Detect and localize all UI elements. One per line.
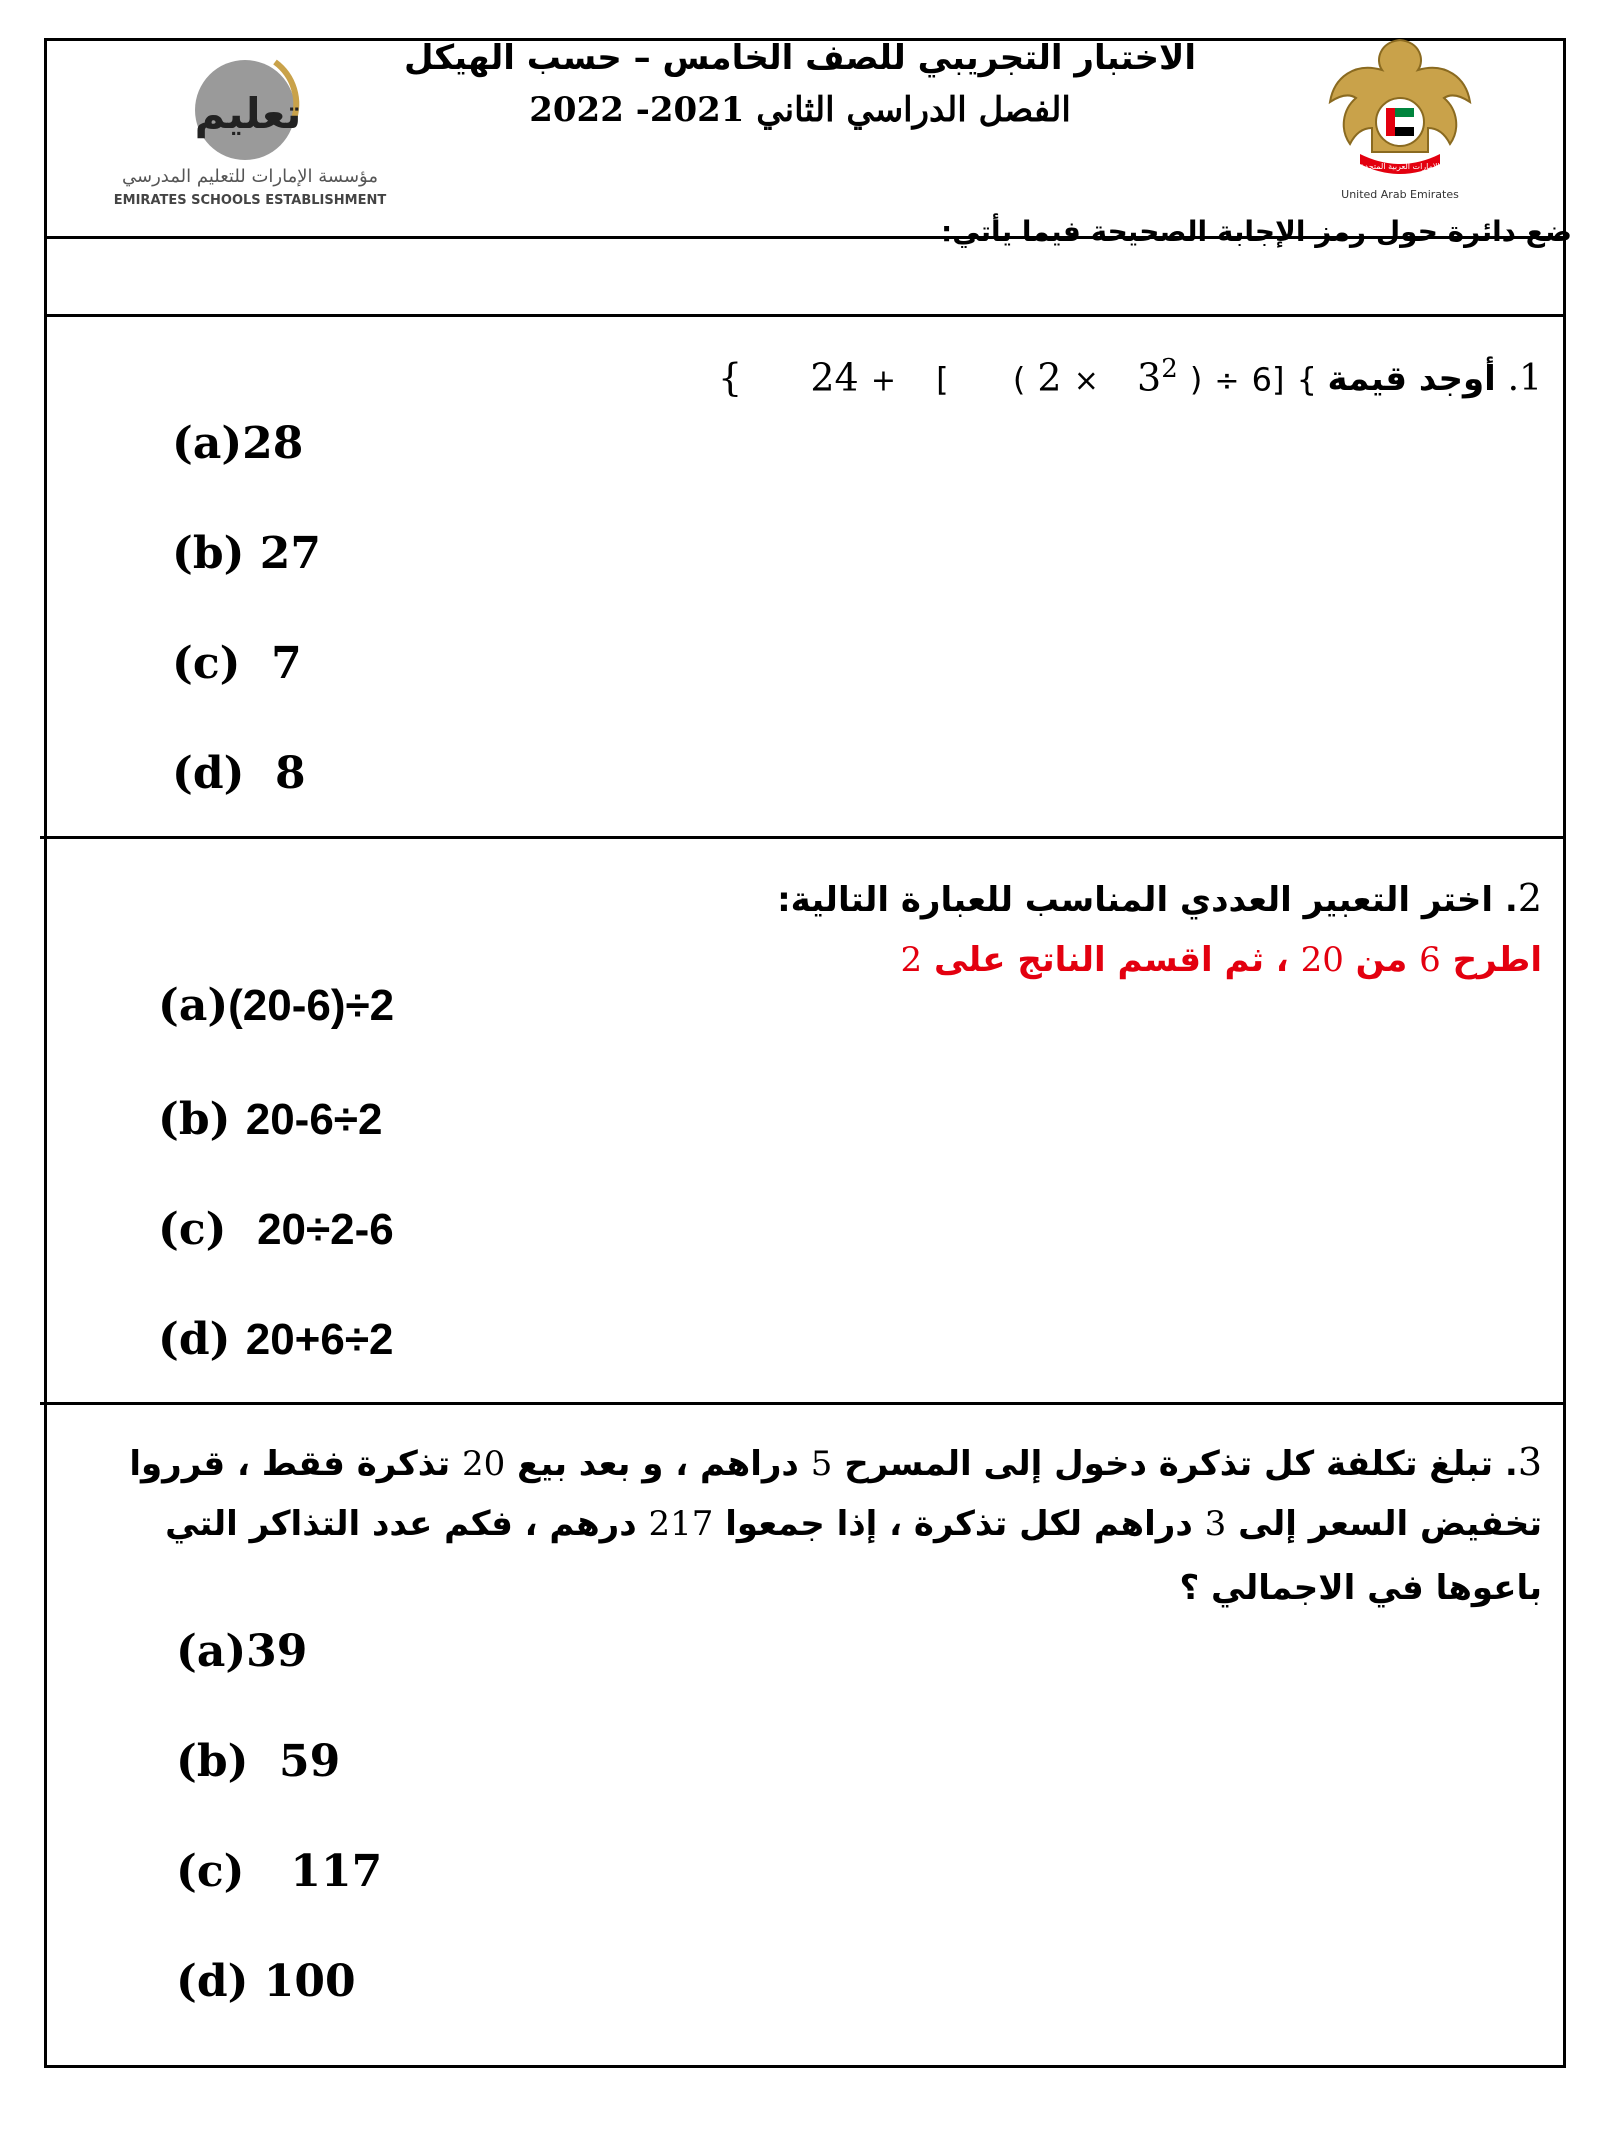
q3-option-d-label: (d)	[176, 1956, 249, 2007]
expr-paren-close: )	[1189, 360, 1203, 399]
q3-option-b[interactable]	[176, 1736, 340, 1787]
q2-option-d-label: (d)	[158, 1314, 231, 1365]
expr-times: ×	[1073, 363, 1099, 399]
expr-divide: ÷	[1214, 363, 1240, 399]
q3-option-a-value: 39	[246, 1626, 308, 1677]
q2-option-a-value: (20-6)÷2	[228, 981, 395, 1030]
question-2-stem	[777, 876, 1542, 920]
q1-option-c-value: 7	[271, 638, 302, 689]
q1-option-a-value: 28	[242, 418, 304, 469]
q3-option-c-label: (c)	[176, 1846, 245, 1897]
question-2-number: 2	[1517, 876, 1542, 920]
q3-option-a-label: (a)	[176, 1626, 247, 1677]
q1-option-b-value: 27	[259, 528, 321, 579]
q3-num-5: 5	[810, 1444, 833, 1484]
q2-option-d[interactable]	[158, 1314, 393, 1365]
q2-red-num-20: 20	[1300, 940, 1344, 980]
expr-plus-1: +	[870, 363, 896, 399]
q3-line1-part-3: تذكرة فقط ، قرروا	[129, 1444, 451, 1484]
q2-option-a[interactable]	[158, 980, 394, 1031]
q3-option-a[interactable]	[176, 1626, 307, 1677]
question-1-number: 1.	[1507, 358, 1542, 399]
q3-line1-part-1: . تبلغ تكلفة كل تذكرة دخول إلى المسرح	[844, 1444, 1518, 1484]
q2-red-num-6: 6	[1419, 940, 1441, 980]
q3-line2-part-1: تخفيض السعر إلى	[1238, 1504, 1542, 1544]
q3-line2-part-3: درهم ، فكم عدد التذاكر التي	[165, 1504, 637, 1544]
q2-option-c-value: 20÷2-6	[257, 1205, 394, 1254]
question-3-line-3: باعوها في الاجمالي ؟	[1179, 1568, 1542, 1608]
expr-6-bracket: 6]	[1251, 360, 1285, 399]
q1-option-d[interactable]	[172, 748, 306, 799]
q2-option-c[interactable]	[158, 1204, 394, 1255]
question-2-divider	[40, 1402, 1566, 1405]
q3-option-c-value: 117	[290, 1846, 383, 1897]
expr-paren-open: (	[1012, 360, 1026, 399]
question-2-statement	[901, 940, 1542, 980]
q3-num-20: 20	[461, 1444, 506, 1484]
q1-option-a[interactable]	[172, 418, 303, 469]
q3-num-217: 217	[648, 1504, 714, 1544]
q1-option-b-label: (b)	[172, 528, 245, 579]
q1-option-b[interactable]	[172, 528, 321, 579]
expr-3: 3	[1137, 355, 1162, 400]
question-2-text: . اختر التعبير العددي المناسب للعبارة التالية:	[777, 880, 1518, 920]
expr-bracket-open: [	[936, 360, 949, 399]
taaleem-english-name: EMIRATES SCHOOLS ESTABLISHMENT	[113, 193, 387, 208]
q3-line1-part-2: دراهم ، و بعد بيع	[517, 1444, 799, 1484]
expr-brace-open: {	[718, 355, 743, 400]
q2-red-part-1: اطرح	[1452, 940, 1542, 980]
q2-red-part-3: ، ثم اقسم الناتج على	[934, 940, 1289, 980]
question-1-stem	[1327, 358, 1542, 399]
question-3-line-1	[129, 1440, 1542, 1484]
expr-exponent: 2	[1161, 354, 1178, 384]
question-1-text: أوجد قيمة	[1327, 359, 1496, 399]
question-3-number: 3	[1517, 1440, 1542, 1484]
q2-option-b[interactable]	[158, 1094, 382, 1145]
q1-option-c[interactable]	[172, 638, 302, 689]
exam-term: الفصل الدراسي الثاني 2021- 2022	[529, 90, 1071, 130]
q1-option-d-value: 8	[275, 748, 306, 799]
q3-option-d-value: 100	[263, 1956, 356, 2007]
expr-24: 24	[810, 355, 859, 400]
q2-option-a-label: (a)	[158, 980, 229, 1031]
q2-option-b-value: 20-6÷2	[245, 1095, 383, 1144]
uae-emblem-arabic: الإمارات العربية المتحدة	[1360, 162, 1440, 171]
expr-2: 2	[1037, 355, 1062, 400]
q3-option-b-label: (b)	[176, 1736, 249, 1787]
q3-option-c[interactable]	[176, 1846, 382, 1897]
q2-option-d-value: 20+6÷2	[245, 1315, 394, 1364]
taaleem-arabic-name: مؤسسة الإمارات للتعليم المدرسي	[122, 166, 378, 187]
question-1-divider	[40, 836, 1566, 839]
taaleem-brand-text: تعليم	[194, 89, 302, 138]
q2-red-num-2: 2	[900, 940, 923, 980]
question-3-line-2	[165, 1504, 1542, 1544]
q3-option-d[interactable]	[176, 1956, 356, 2007]
exam-title: الاختبار التجريبي للصف الخامس – حسب الهيكل	[404, 38, 1196, 78]
q2-option-c-label: (c)	[158, 1204, 227, 1255]
instruction-text: ضع دائرة حول رمز الإجابة الصحيحة فيما يأتي:	[941, 215, 1572, 248]
q1-option-c-label: (c)	[172, 638, 241, 689]
question-1-expression	[718, 354, 1317, 400]
q3-option-b-value: 59	[279, 1736, 341, 1787]
q1-option-d-label: (d)	[172, 748, 245, 799]
q3-num-3: 3	[1204, 1504, 1227, 1544]
q2-option-b-label: (b)	[158, 1094, 231, 1145]
expr-brace-close: {	[1296, 360, 1317, 399]
q3-line2-part-2: دراهم لكل تذكرة ، إذا جمعوا	[725, 1504, 1193, 1544]
uae-emblem-caption: United Arab Emirates	[1341, 188, 1459, 201]
q2-red-part-2: من	[1355, 940, 1408, 980]
q1-option-a-label: (a)	[172, 418, 243, 469]
instruction-divider	[44, 314, 1566, 317]
